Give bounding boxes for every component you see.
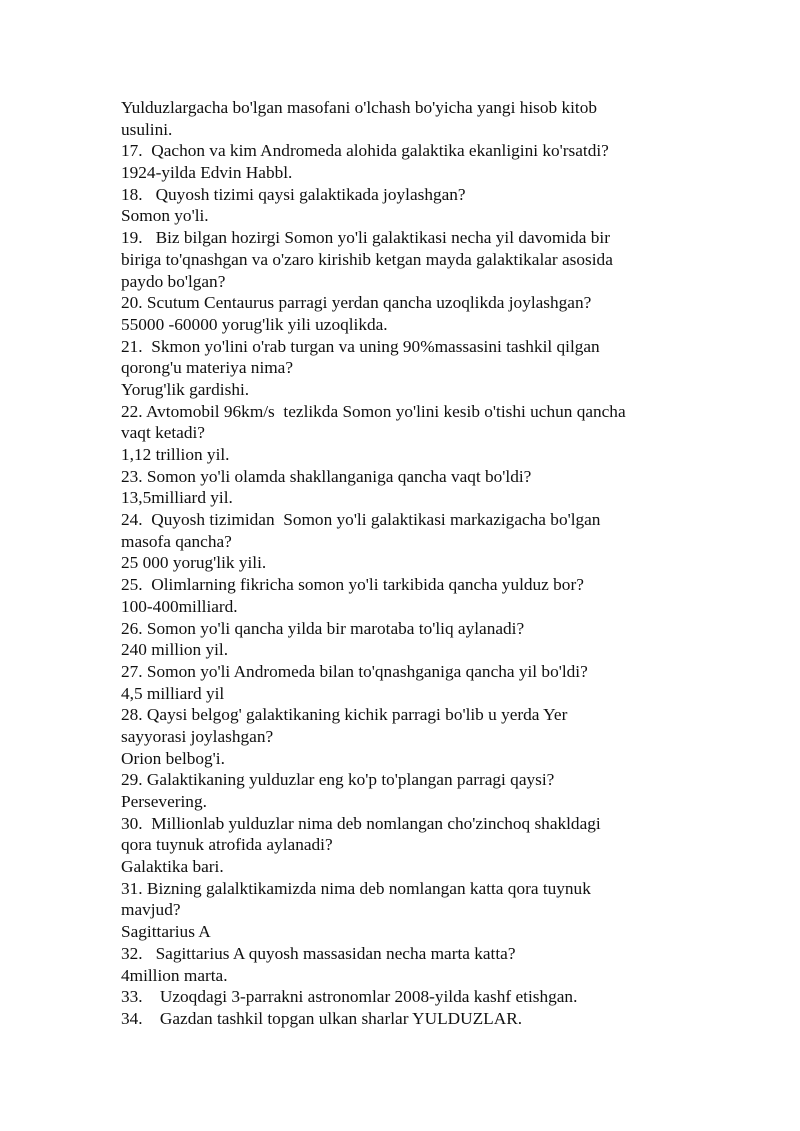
text-line: vaqt ketadi? bbox=[121, 423, 205, 443]
text-line: 4,5 milliard yil bbox=[121, 683, 225, 703]
text-line: 29. Galaktikaning yulduzlar eng ko'p to'plangan parragi qaysi? bbox=[121, 770, 555, 790]
text-line: 23. Somon yo'li olamda shakllanganiga qancha vaqt bo'ldi? bbox=[121, 466, 532, 486]
text-line: Persevering. bbox=[121, 792, 207, 811]
text-line: sayyorasi joylashgan? bbox=[121, 726, 274, 746]
text-line: 100-400milliard. bbox=[121, 596, 238, 616]
text-line: Somon yo'li. bbox=[121, 206, 209, 226]
text-line: 1,12 trillion yil. bbox=[121, 445, 230, 464]
text-line: 22. Avtomobil 96km/s tezlikda Somon yo'lini kesib o'tishi uchun qancha bbox=[121, 401, 626, 421]
text-line: 17. Qachon va kim Andromeda alohida galaktika ekanligini ko'rsatdi? bbox=[121, 141, 609, 161]
text-line: Sagittarius A bbox=[121, 922, 211, 942]
text-line: Yorug'lik gardishi. bbox=[121, 379, 250, 399]
text-line: 34. Gazdan tashkil topgan ulkan sharlar YULDUZLAR. bbox=[121, 1008, 523, 1028]
text-line: 32. Sagittarius A quyosh massasidan necha marta katta? bbox=[121, 943, 516, 963]
text-line: 20. Scutum Centaurus parragi yerdan qancha uzoqlikda joylashgan? bbox=[121, 293, 592, 313]
text-line: 18. Quyosh tizimi qaysi galaktikada joylashgan? bbox=[121, 184, 466, 204]
text-line: 26. Somon yo'li qancha yilda bir marotaba to'liq aylanadi? bbox=[121, 618, 525, 638]
text-line: 25. Olimlarning fikricha somon yo'li tarkibida qancha yulduz bor? bbox=[121, 575, 584, 595]
text-line: masofa qancha? bbox=[121, 531, 232, 551]
text-line: 28. Qaysi belgog' galaktikaning kichik parragi bo'lib u yerda Yer bbox=[121, 705, 568, 725]
text-line: 4million marta. bbox=[121, 965, 228, 985]
text-line: 30. Millionlab yulduzlar nima deb nomlangan cho'zinchoq shakldagi bbox=[121, 813, 601, 833]
text-line: 55000 -60000 yorug'lik yili uzoqlikda. bbox=[121, 314, 388, 334]
text-line: 21. Skmon yo'lini o'rab turgan va uning 90%massasini tashkil qilgan bbox=[121, 336, 600, 356]
text-line: mavjud? bbox=[121, 900, 181, 920]
text-line: paydo bo'lgan? bbox=[121, 271, 226, 291]
text-line: Orion belbog'i. bbox=[121, 748, 225, 768]
text-line: qora tuynuk atrofida aylanadi? bbox=[121, 835, 333, 855]
text-line: 24. Quyosh tizimidan Somon yo'li galaktikasi markazigacha bo'lgan bbox=[121, 510, 601, 530]
text-line: 1924-yilda Edvin Habbl. bbox=[121, 163, 293, 183]
text-line: qorong'u materiya nima? bbox=[121, 358, 294, 378]
text-line: 33. Uzoqdagi 3-parrakni astronomlar 2008-yilda kashf etishgan. bbox=[121, 987, 578, 1007]
text-line: 240 million yil. bbox=[121, 640, 229, 660]
text-line: 13,5milliard yil. bbox=[121, 488, 233, 508]
text-line: 25 000 yorug'lik yili. bbox=[121, 553, 267, 573]
text-line: 31. Bizning galalktikamizda nima deb nomlangan katta qora tuynuk bbox=[121, 878, 591, 898]
text-line: 19. Biz bilgan hozirgi Somon yo'li galaktikasi necha yil davomida bir bbox=[121, 228, 610, 248]
text-line: usulini. bbox=[121, 119, 173, 139]
text-line: biriga to'qnashgan va o'zaro kirishib ketgan mayda galaktikalar asosida bbox=[121, 249, 613, 269]
text-line: Galaktika bari. bbox=[121, 857, 224, 877]
text-line: 27. Somon yo'li Andromeda bilan to'qnashganiga qancha yil bo'ldi? bbox=[121, 661, 588, 681]
document-text bbox=[121, 97, 681, 1030]
text-line: Yulduzlargacha bo'lgan masofani o'lchash bo'yicha yangi hisob kitob bbox=[121, 98, 597, 117]
